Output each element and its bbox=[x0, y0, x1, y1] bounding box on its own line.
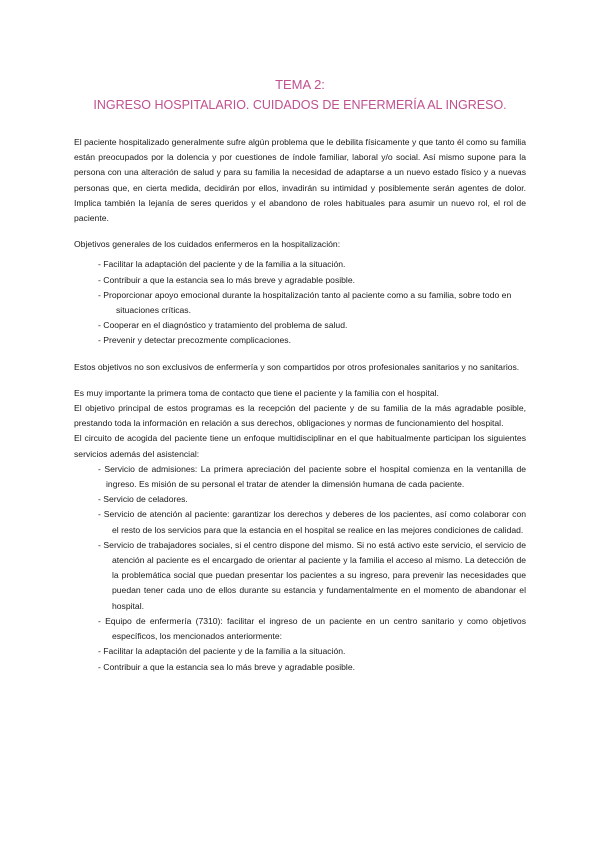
objectives-heading: Objetivos generales de los cuidados enfermeros en la hospitalización: bbox=[74, 239, 341, 250]
document-body bbox=[74, 135, 526, 675]
program-paragraph: El objetivo principal de estos programas es la recepción del paciente y de su familia de la más agradable posible, prestando toda la información en relación a sus derechos, obligaciones y normas de funcionamiento del hospital. bbox=[74, 403, 526, 429]
objectives-list bbox=[74, 257, 526, 348]
list-item: - Facilitar la adaptación del paciente y de la familia a la situación. bbox=[98, 259, 346, 270]
list-item: - Equipo de enfermería (7310): facilitar el ingreso de un paciente en un centro sanitario y como objetivos específicos, los mencionados anteriormente: bbox=[98, 615, 526, 642]
list-item: - Contribuir a que la estancia sea lo más breve y agradable posible. bbox=[98, 661, 356, 672]
list-item: - Cooperar en el diagnóstico y tratamiento del problema de salud. bbox=[98, 320, 348, 331]
topic-number: TEMA 2: bbox=[275, 77, 325, 92]
topic-title: INGRESO HOSPITALARIO. CUIDADOS DE ENFERMERÍA AL INGRESO. bbox=[93, 98, 507, 112]
title-block bbox=[0, 76, 600, 114]
list-item: - Servicio de celadores. bbox=[98, 494, 188, 505]
list-item: - Servicio de admisiones: La primera apreciación del paciente sobre el hospital comienza en la ventanilla de ingreso. Es misión de su personal el tratar de atender la dimensión humana de cada paciente. bbox=[98, 463, 526, 490]
list-item: - Proporcionar apoyo emocional durante la hospitalización tanto al paciente como a su familia, sobre todo en situaciones críticas. bbox=[98, 289, 512, 316]
list-item: - Servicio de trabajadores sociales, si el centro dispone del mismo. Si no está activo este servicio, el servicio de atención al paciente es el encargado de orientar al paciente y la familia el acceso al mismo. La detección de la problemática social que puedan presentar los pacientes a su ingreso, para prevenir las necesidades que puedan tener cada uno de ellos durante su estancia y fundamentalmente en el momento de abandonar el hospital. bbox=[98, 539, 526, 611]
list-item: - Servicio de atención al paciente: garantizar los derechos y deberes de los pacientes, así como colaborar con el resto de los servicios para que la estancia en el hospital se realice en las mejores condiciones de calidad. bbox=[98, 509, 526, 535]
intro-paragraph: El paciente hospitalizado generalmente sufre algún problema que le debilita físicamente y que tanto él como su familia están preocupados por la dolencia y por cuestiones de índole familiar, laboral y/o social. Así mismo supone para la persona con una alteración de salud y para su familia la necesidad de adaptarse a un nuevo estado físico y a nuevas personas que, en cierta medida, decidirán por ellos, invadirán su intimidad y posiblemente serán agentes de dolor. Implica también la lejanía de seres queridos y el abandono de roles habituales para asumir un nuevo rol, el rol de paciente. bbox=[74, 137, 526, 224]
services-list bbox=[74, 462, 526, 675]
contact-paragraph: Es muy importante la primera toma de contacto que tiene el paciente y la familia con el hospital. bbox=[74, 387, 439, 398]
objectives-note: Estos objetivos no son exclusivos de enfermería y son compartidos por otros profesionales sanitarios y no sanitarios. bbox=[74, 361, 520, 372]
list-item: - Prevenir y detectar precozmente complicaciones. bbox=[98, 335, 291, 346]
circuit-paragraph: El circuito de acogida del paciente tiene un enfoque multidisciplinar en el que habitualmente participan los siguientes servicios además del asistencial: bbox=[74, 433, 526, 459]
list-item: - Facilitar la adaptación del paciente y de la familia a la situación. bbox=[98, 646, 346, 657]
list-item: - Contribuir a que la estancia sea lo más breve y agradable posible. bbox=[98, 274, 356, 285]
